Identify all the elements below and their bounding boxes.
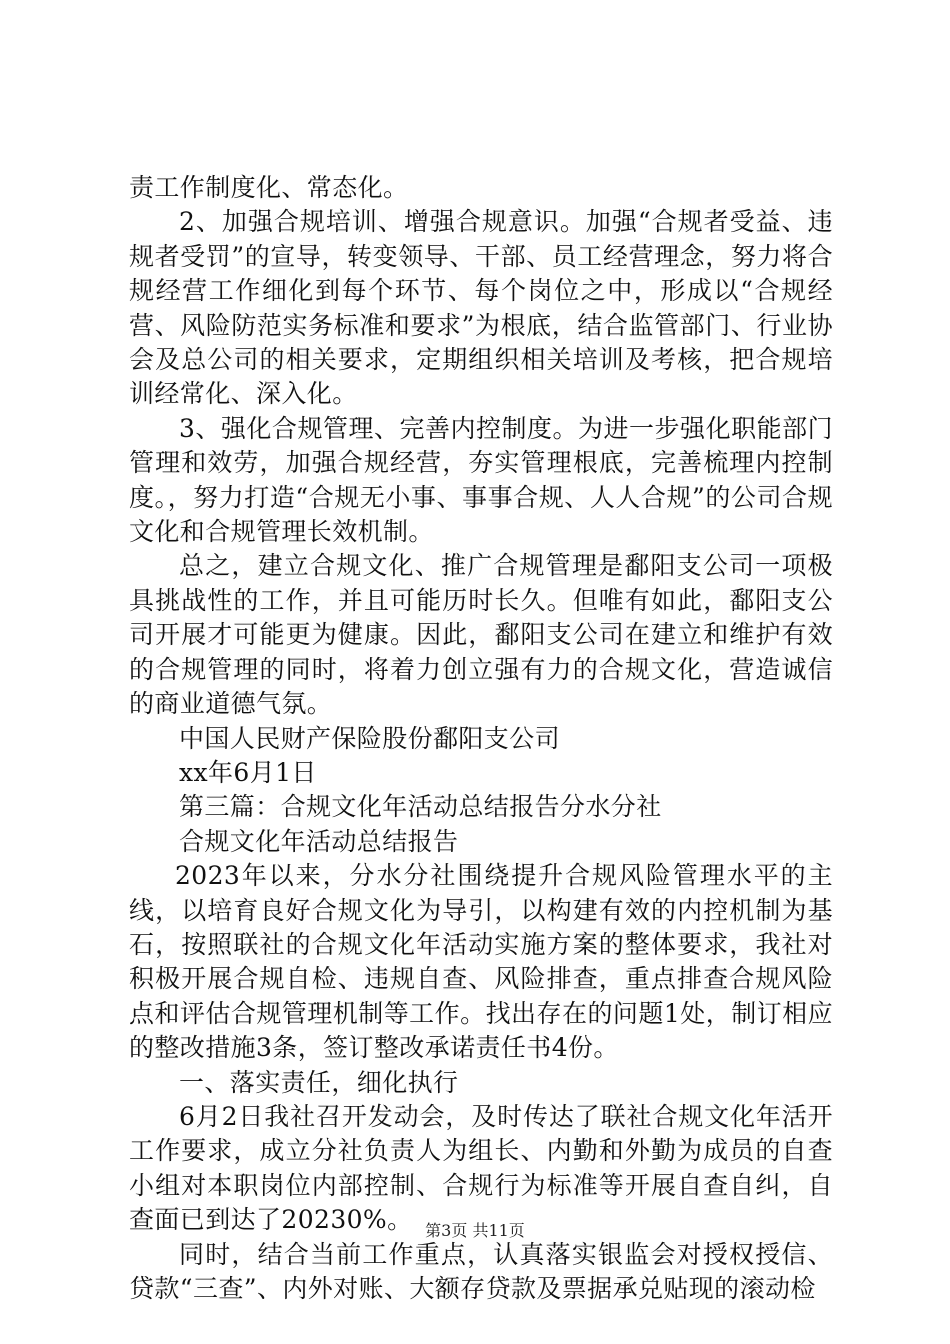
paragraph-continuation: 责工作制度化、常态化。 xyxy=(129,173,409,202)
paragraph-conclusion: 总之，建立合规文化、推广合规管理是鄱阳支公司一项极具挑战性的工作，并且可能历时长久。但唯有如此，鄱阳支公司开展才可能更为健康。因此，鄱阳支公司在建立和维护有效的合规管理的同时，将着力创立强有力的合规文化，营造诚信的商业道德气氛。 xyxy=(129,551,833,719)
paragraph-intro: 2023年以来，分水分社围绕提升合规风险管理水平的主线，以培育良好合规文化为导引，以构建有效的内控机制为基石，按照联社的合规文化年活动实施方案的整体要求，我社对积极开展合规自检、违规自查、风险排查，重点排查合规风险点和评估合规管理机制等工作。找出存在的问题1处，制订相应的整改措施3条，签订整改承诺责任书4份。 xyxy=(129,861,833,1063)
signature-company: 中国人民财产保险股份鄱阳支公司 xyxy=(179,723,561,753)
signature-date: xx年6月1日 xyxy=(179,757,317,787)
subheading-1: 一、落实责任，细化执行 xyxy=(179,1067,459,1097)
page-number-footer: 第3页 共11页 xyxy=(425,1221,525,1240)
paragraph-item-2: 2、加强合规培训、增强合规意识。加强“合规者受益、违规者受罚”的宣导，转变领导、干部、员工经营理念，努力将合规经营工作细化到每个环节、每个岗位之中，形成以“合规经营、风险防范实务标准和要求”为根底，结合监管部门、行业协会及总公司的相关要求，定期组织相关培训及考核，把合规培训经常化、深入化。 xyxy=(129,207,833,409)
section-heading: 第三篇：合规文化年活动总结报告分水分社 xyxy=(179,792,662,822)
paragraph-meeting: 6月2日我社召开发动会，及时传达了联社合规文化年活开工作要求，成立分社负责人为组长、内勤和外勤为成员的自查小组对本职岗位内部控制、合规行为标准等开展自查自纠，自查面已到达了20230%。 xyxy=(129,1101,833,1235)
paragraph-meanwhile: 同时，结合当前工作重点，认真落实银监会对授权授信、贷款“三查”、内外对账、大额存贷款及票据承兑贴现的滚动检 xyxy=(129,1239,833,1303)
paragraph-item-3: 3、强化合规管理、完善内控制度。为进一步强化职能部门管理和效劳，加强合规经营，夯实管理根底，完善梳理内控制度。，努力打造“合规无小事、事事合规、人人合规”的公司合规文化和合规管理长效机制。 xyxy=(129,413,833,547)
document-body xyxy=(129,171,833,1306)
report-title: 合规文化年活动总结报告 xyxy=(179,826,459,856)
